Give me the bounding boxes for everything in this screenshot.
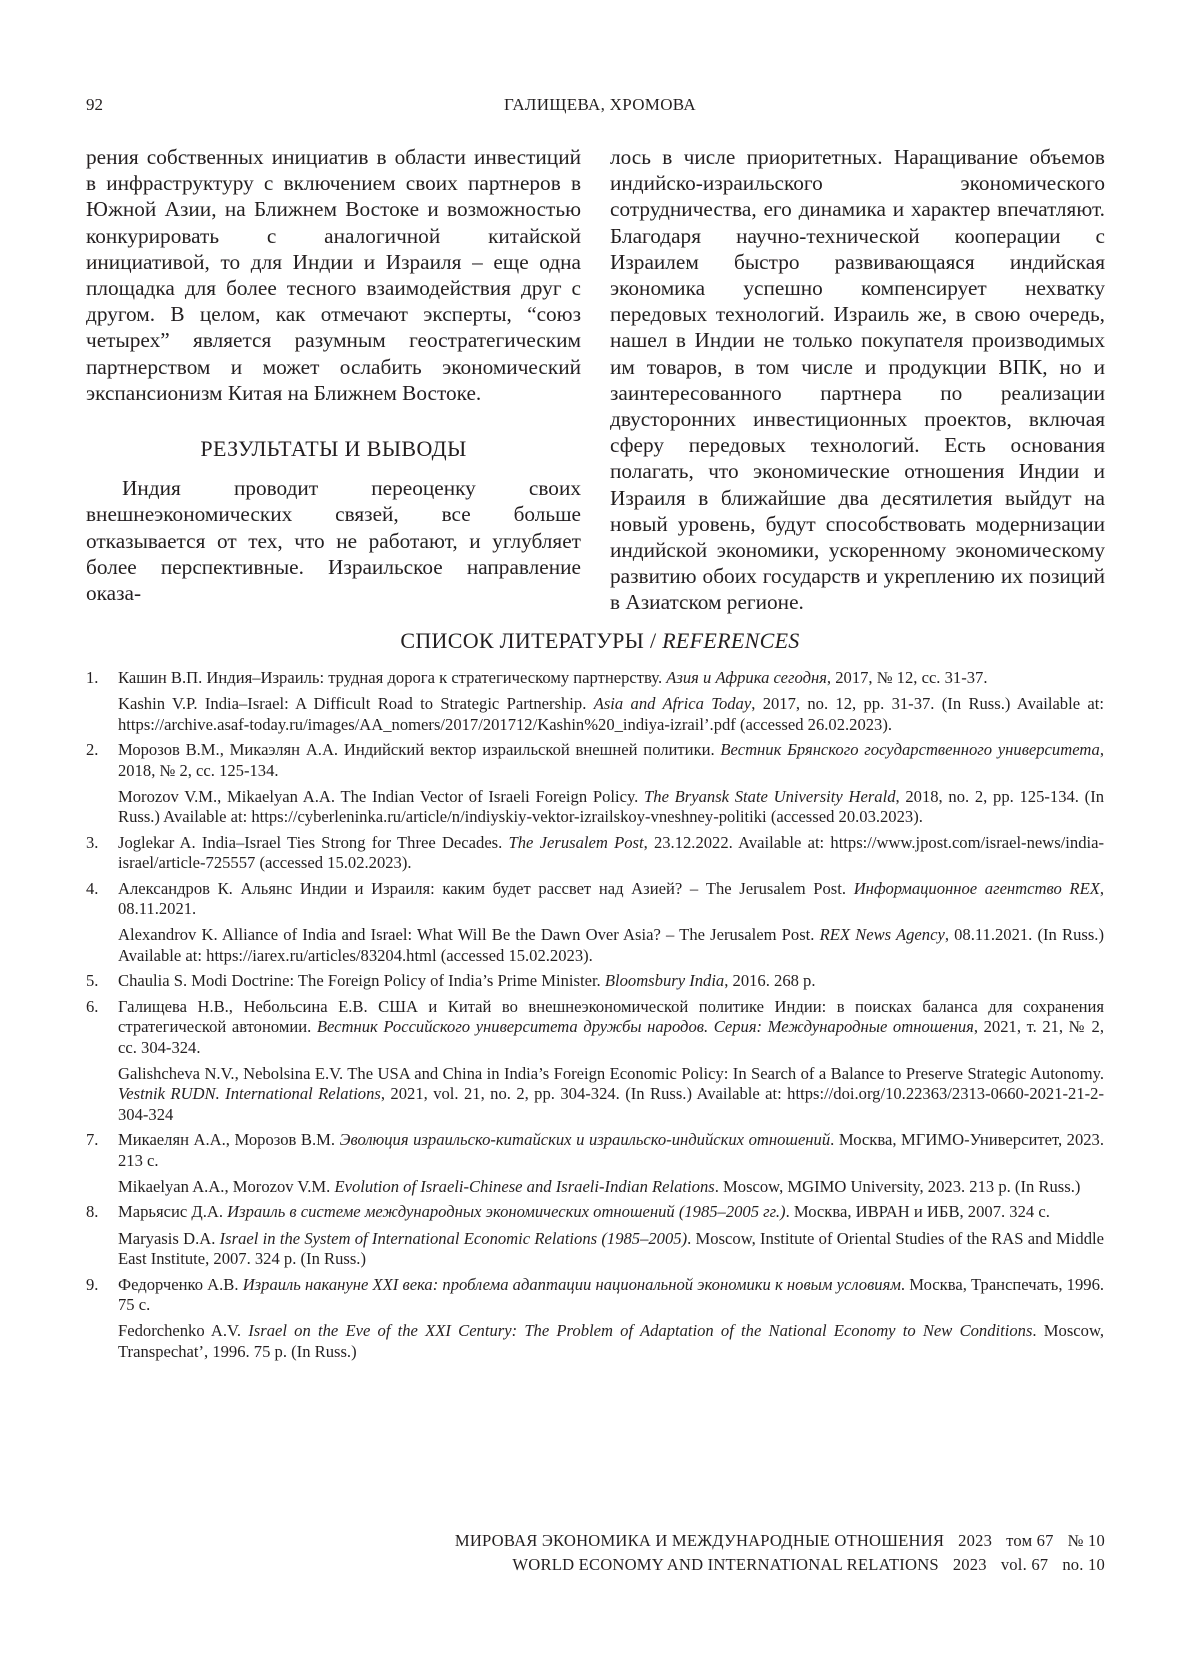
reference-text-part: Федорченко А.В.	[118, 1274, 243, 1294]
reference-text-en	[118, 1177, 1104, 1197]
reference-text-part: Морозов В.М., Микаэлян А.А. Индийский вектор израильской внешней политики.	[118, 740, 721, 760]
footer-volume-ru: том 67	[1006, 1531, 1054, 1550]
reference-source-title: Bloomsbury India	[604, 971, 725, 991]
footer-issue-en: no. 10	[1062, 1555, 1105, 1574]
reference-item	[86, 971, 1104, 991]
footer-en	[512, 1555, 1105, 1575]
reference-text-part: , 2018, no. 2, pp. 125-134. (In Russ.) Available at: https://cyberleninka.ru/article/n/indiyskiy-vektor-izrailskoy-vneshney-politiki (accessed 20.03.2023).	[118, 787, 1105, 827]
reference-text-ru	[118, 1202, 1104, 1222]
reference-text-en	[118, 925, 1104, 966]
reference-text-ru	[118, 740, 1104, 781]
reference-number: 4.	[86, 878, 99, 898]
reference-text-part: . Moscow, Transpechat’, 1996. 75 p. (In Russ.)	[118, 1321, 1105, 1361]
reference-text-part: Chaulia S. Modi Doctrine: The Foreign Policy of India’s Prime Minister.	[118, 971, 605, 991]
reference-text-ru	[118, 668, 1104, 688]
reference-text-part: Кашин В.П. Индия–Израиль: трудная дорога к стратегическому партнерству.	[118, 668, 667, 687]
body-paragraph: лось в числе приоритетных. Наращивание объемов индийско-израильского экономического сотрудничества, его динамика и характер впечатляют. Благодаря научно-технической кооперации с Израилем быстро развивающаяся индийская экономика успешно компенсирует нехватку передовых технологий. Израиль же, в свою очередь, нашел в Индии не только покупателя производимых им товаров, в том числе и продукции ВПК, но и заинтересованного партнера по реализации двусторонних инвестиционных проектов, включая сферу передовых технологий. Есть основания полагать, что экономические отношения Индии и Израиля в ближайшие два десятилетия выйдут на новый уровень, будут способствовать модернизации индийской экономики, ускоренному экономическому развитию обоих государств и укреплению их позиций в Азиатском регионе.	[610, 145, 1105, 615]
reference-source-title: Israel on the Eve of the XXI Century: The Problem of Adaptation of the National Economy to New Conditions	[248, 1321, 1033, 1341]
reference-text-ru	[118, 1130, 1104, 1171]
reference-source-title: Evolution of Israeli-Chinese and Israeli-Indian Relations	[334, 1176, 715, 1196]
reference-number: 8.	[86, 1202, 99, 1222]
running-header-authors: ГАЛИЩЕВА, ХРОМОВА	[504, 95, 696, 114]
reference-item	[86, 879, 1104, 967]
footer-journal-ru: МИРОВАЯ ЭКОНОМИКА И МЕЖДУНАРОДНЫЕ ОТНОШЕНИЯ	[454, 1531, 945, 1550]
reference-text-part: , 23.12.2022. Available at: https://www.jpost.com/israel-news/india-israel/article-725557 (accessed 15.02.2023).	[118, 832, 1105, 873]
reference-number: 1.	[86, 668, 99, 687]
reference-text-part: Mikaelyan A.A., Morozov V.M.	[118, 1176, 335, 1196]
reference-text-part: , 2021, vol. 21, no. 2, pp. 304-324. (In Russ.) Available at: https://doi.org/10.22363/2313-0660-2021-21-2-304-324	[118, 1084, 1104, 1124]
reference-text-ru	[118, 833, 1104, 874]
reference-source-title: REX News Agency	[819, 925, 945, 945]
reference-source-title: The Jerusalem Post	[508, 832, 644, 852]
reference-text-part: . Москва, Транспечать, 1996. 75 с.	[118, 1274, 1105, 1314]
reference-text-ru	[118, 1275, 1104, 1316]
reference-source-title: Вестник Брянского государственного университета	[720, 740, 1100, 760]
footer-issue-ru: № 10	[1067, 1531, 1105, 1550]
reference-source-title: Vestnik RUDN. International Relations	[118, 1084, 381, 1104]
reference-text-part: Joglekar A. India–Israel Ties Strong for Three Decades.	[118, 832, 509, 852]
reference-item	[86, 1130, 1104, 1197]
reference-text-ru	[118, 879, 1104, 920]
left-column	[86, 144, 581, 606]
reference-source-title: Israel in the System of International Economic Relations (1985–2005)	[219, 1228, 688, 1248]
reference-number: 6.	[86, 996, 99, 1016]
reference-text-part: , 2017, no. 12, pp. 31-37. (In Russ.) Available at: https://archive.asaf-today.ru/images/AA_nomers/2017/201712/Kashin%20_indiya-izrail’.pdf (accessed 26.02.2023).	[118, 694, 1104, 734]
reference-text-part: Alexandrov K. Alliance of India and Israel: What Will Be the Dawn Over Asia? – The Jerusalem Post.	[118, 925, 820, 945]
reference-text-part: Александров К. Альянс Индии и Израиля: каким будет рассвет над Азией? – The Jerusalem Post.	[118, 878, 854, 898]
reference-source-title: Asia and Africa Today	[593, 694, 752, 714]
reference-source-title: The Bryansk State University Herald	[644, 787, 896, 807]
right-column	[610, 144, 1105, 616]
references-heading-ru: СПИСОК ЛИТЕРАТУРЫ /	[400, 628, 663, 653]
reference-number: 2.	[86, 740, 99, 760]
body-paragraph: рения собственных инициатив в области инвестиций в инфраструктуру с включением своих партнеров в Южной Азии, на Ближнем Востоке и возможностью конкурировать с аналогичной китайской инициативой, то для Индии и Израиля – еще одна площадка для более тесного взаимодействия друг с другом. В целом, как отмечают эксперты, “союз четырех” является разумным геостратегическим партнерством и может ослабить экономический экспансионизм Китая на Ближнем Востоке.	[86, 145, 581, 405]
reference-text-part: Kashin V.P. India–Israel: A Difficult Road to Strategic Partnership.	[118, 694, 594, 714]
reference-text-en	[118, 1229, 1104, 1270]
footer-ru	[455, 1531, 1105, 1551]
reference-text-part: , 2016. 268 p.	[724, 971, 816, 991]
reference-text-part: , 2021, т. 21, № 2, сс. 304-324.	[118, 1017, 1104, 1057]
reference-text-ru	[118, 997, 1104, 1058]
reference-text-part: . Москва, ИВРАН и ИБВ, 2007. 324 с.	[785, 1202, 1050, 1222]
reference-text-part: . Moscow, Institute of Oriental Studies of the RAS and Middle East Institute, 2007. 324 p. (In Russ.)	[118, 1228, 1104, 1269]
reference-text-part: Марьясис Д.А.	[118, 1202, 228, 1222]
reference-text-part: , 2017, № 12, сс. 31-37.	[826, 668, 988, 687]
reference-source-title: Информационное агентство REX	[853, 878, 1100, 898]
reference-text-part: . Москва, МГИМО-Университет, 2023. 213 с.	[118, 1130, 1104, 1170]
references-heading-en: REFERENCES	[662, 628, 800, 653]
reference-item	[86, 668, 1104, 735]
reference-source-title: Азия и Африка сегодня	[666, 668, 827, 687]
reference-source-title: Вестник Российского университета дружбы народов. Серия: Международные отношения	[316, 1017, 974, 1037]
reference-text-en	[118, 694, 1104, 735]
reference-item	[86, 1202, 1104, 1269]
reference-text-part: , 08.11.2021.	[118, 878, 1104, 919]
reference-number: 3.	[86, 832, 99, 852]
reference-text-part: Микаелян А.А., Морозов В.М.	[118, 1130, 340, 1150]
reference-source-title: Израиль накануне XXI века: проблема адаптации национальной экономики к новым условиям	[242, 1274, 901, 1294]
reference-text-part: , 08.11.2021. (In Russ.) Available at: https://iarex.ru/articles/83204.html (accessed 15.02.2023).	[118, 925, 1104, 965]
reference-text-part: . Moscow, MGIMO University, 2023. 213 p. (In Russ.)	[714, 1176, 1081, 1196]
reference-text-part: , 2018, № 2, сс. 125-134.	[118, 740, 1104, 780]
section-heading: РЕЗУЛЬТАТЫ И ВЫВОДЫ	[200, 436, 467, 462]
reference-source-title: Эволюция израильско-китайских и израильско-индийских отношений	[339, 1130, 831, 1150]
reference-text-ru	[118, 971, 1104, 991]
reference-text-part: Morozov V.M., Mikaelyan A.A. The Indian Vector of Israeli Foreign Policy.	[118, 787, 645, 807]
footer-year-ru: 2023	[958, 1531, 993, 1550]
reference-text-en	[118, 1064, 1104, 1125]
references-list	[86, 668, 1104, 1367]
reference-text-part: Galishcheva N.V., Nebolsina E.V. The USA and China in India’s Foreign Economic Policy: In Search of a Balance to Preserve Strategic Autonomy.	[118, 1063, 1104, 1083]
footer-year-en: 2023	[952, 1555, 987, 1574]
reference-item	[86, 997, 1104, 1125]
reference-source-title: Израиль в системе международных экономических отношений (1985–2005 гг.)	[227, 1202, 786, 1222]
reference-text-part: Maryasis D.A.	[118, 1228, 220, 1248]
reference-text-en	[118, 1321, 1104, 1362]
footer-journal-en: WORLD ECONOMY AND INTERNATIONAL RELATIONS	[512, 1555, 939, 1574]
references-heading	[0, 628, 1200, 654]
footer-volume-en: vol. 67	[1000, 1555, 1049, 1574]
reference-number: 7.	[86, 1130, 99, 1150]
reference-text-en	[118, 787, 1104, 828]
reference-number: 9.	[86, 1274, 99, 1294]
body-paragraph: Индия проводит переоценку своих внешнеэкономических связей, все больше отказывается от тех, что не работают, и углубляет более перспективные. Израильское направление оказа-	[86, 476, 581, 606]
reference-item	[86, 740, 1104, 828]
reference-text-part: Fedorchenko A.V.	[118, 1321, 249, 1341]
reference-item	[86, 1275, 1104, 1363]
reference-text-part: Галищева Н.В., Небольсина Е.В. США и Китай во внешнеэкономической политике Индии: в поисках баланса для сохранения стратегической автономии.	[118, 996, 1104, 1037]
reference-item	[86, 833, 1104, 874]
reference-number: 5.	[86, 971, 99, 991]
page-number: 92	[86, 95, 103, 114]
